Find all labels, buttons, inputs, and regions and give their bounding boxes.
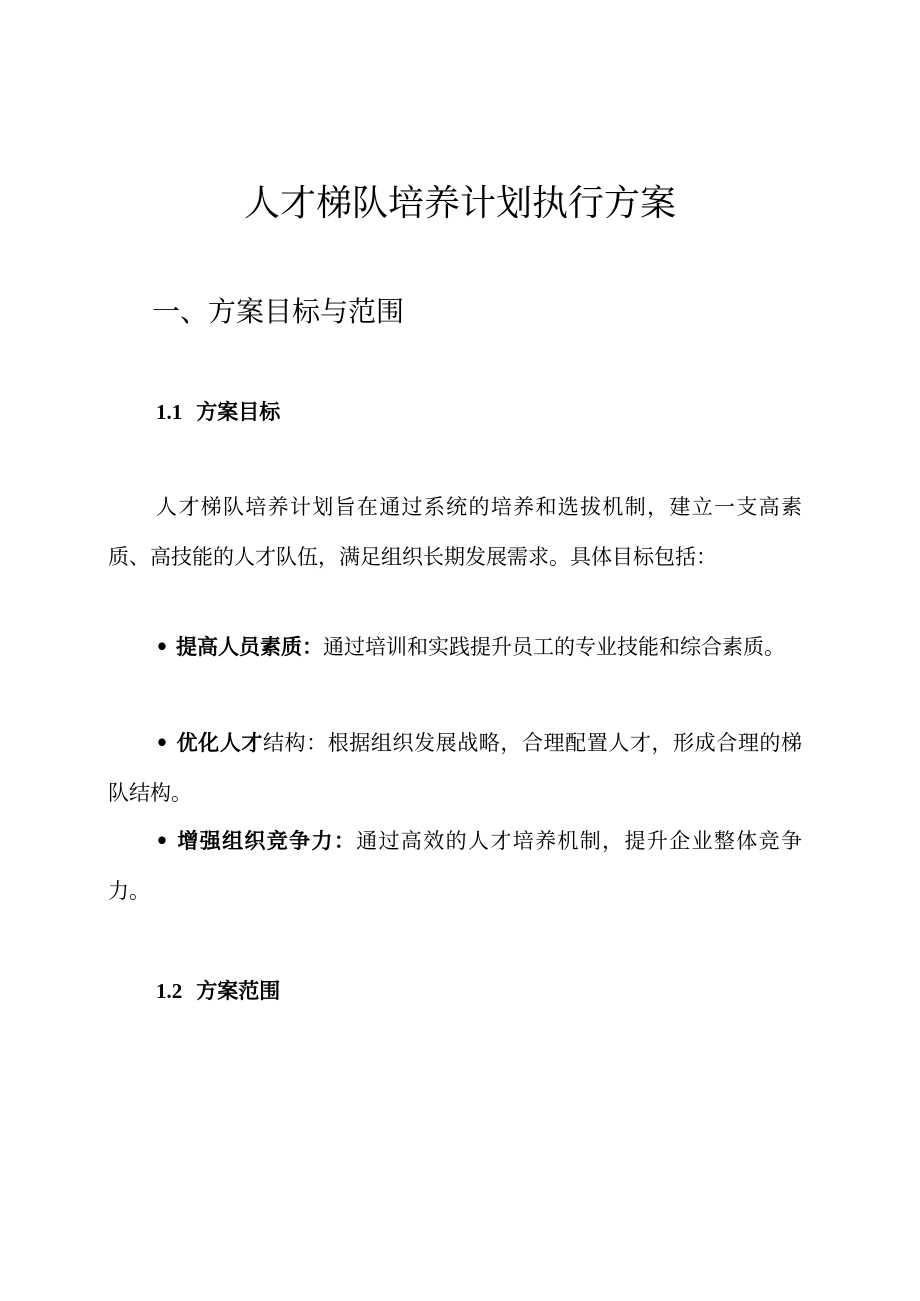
list-item-text: 通过高效的人才培养机制，提升企业整体竞争力。: [108, 829, 803, 903]
bullet-marker: •: [155, 828, 169, 853]
subsection-heading-1-2: [156, 975, 280, 1007]
list-item-term: 增强组织竞争力：: [176, 828, 357, 853]
document-title: 人才梯队培养计划执行方案: [243, 183, 676, 224]
list-item-text: 通过培训和实践提升员工的专业技能和综合素质。: [323, 635, 785, 659]
list-item: [108, 622, 802, 672]
section-heading: 一、方案目标与范围: [152, 295, 405, 328]
subsection-title: 方案目标: [196, 399, 281, 424]
bullet-marker: •: [155, 730, 169, 755]
bullet-marker: •: [155, 634, 169, 659]
intro-paragraph: 人才梯队培养计划旨在通过系统的培养和选拔机制，建立一支高素质、高技能的人才队伍，满足组织长期发展需求。具体目标包括：: [108, 495, 802, 569]
subsection-number: 1.2: [156, 979, 183, 1003]
subsection-title: 方案范围: [196, 978, 281, 1003]
list-item-term: 优化人才: [176, 730, 263, 755]
subsection-heading-1-1: [156, 396, 280, 428]
list-item: [108, 718, 802, 818]
list-item-text: 结构：根据组织发展战略，合理配置人才，形成合理的梯队结构。: [108, 731, 803, 805]
list-item-term: 提高人员素质：: [176, 634, 323, 659]
subsection-number: 1.1: [156, 400, 183, 424]
list-item: [108, 816, 802, 916]
